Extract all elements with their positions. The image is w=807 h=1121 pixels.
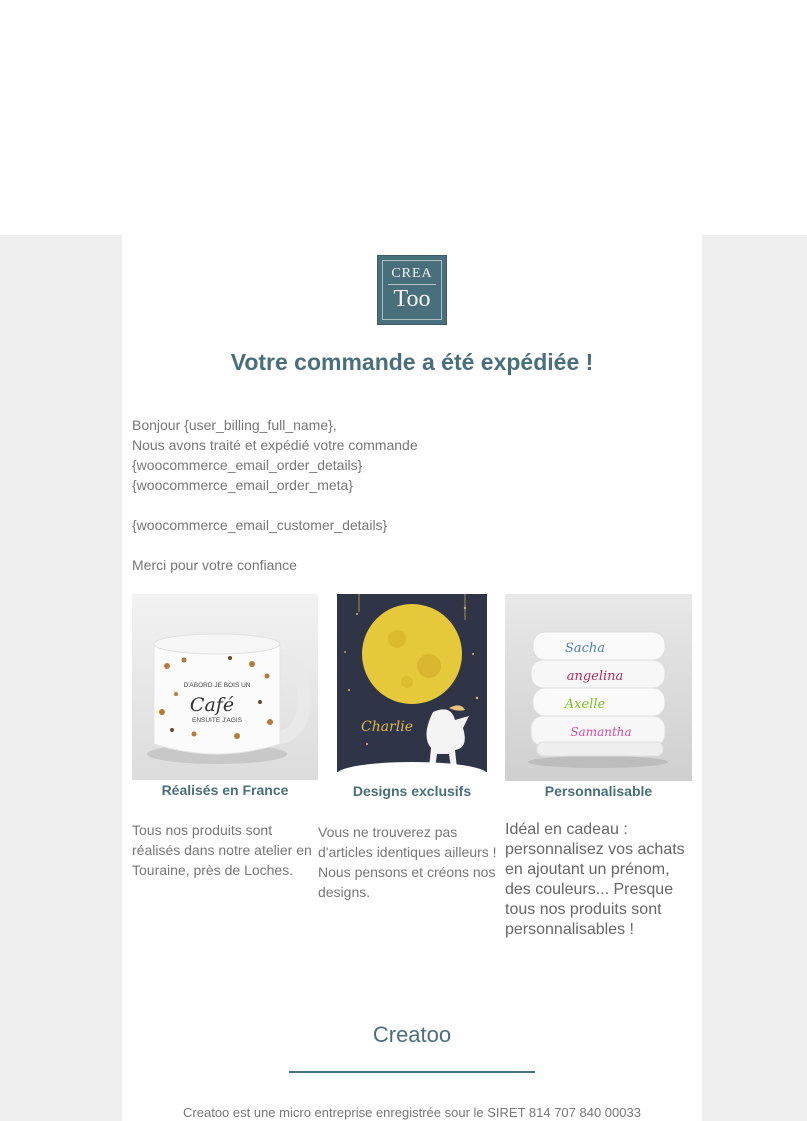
towel-name-4: Samantha	[570, 725, 632, 739]
feature-title-personnalisable: Personnalisable	[544, 783, 653, 799]
moon-poster-image	[337, 594, 487, 780]
mug-image	[132, 594, 318, 780]
body-line: Nous avons traité et expédié votre commande	[132, 437, 418, 453]
top-spacer	[0, 0, 807, 235]
footer-divider	[289, 1071, 535, 1073]
body-line: {woocommerce_email_customer_details}	[132, 517, 388, 533]
feature-title-france: Réalisés en France	[161, 782, 289, 798]
creatoo-logo	[377, 255, 447, 325]
mug-text-cafe: Café	[189, 694, 235, 716]
towels-image	[505, 594, 692, 781]
body-line	[132, 495, 632, 515]
body-line: Merci pour votre confiance	[132, 557, 297, 573]
email-title: Votre commande a été expédiée !	[230, 349, 594, 375]
body-line: {woocommerce_email_order_meta}	[132, 477, 353, 493]
mug-text-line3: ENSUITE J'AGIS	[191, 717, 243, 724]
body-line: {woocommerce_email_order_details}	[132, 457, 363, 473]
logo-text-bottom: Too	[393, 286, 431, 312]
towel-name-3: Axelle	[564, 697, 606, 712]
feature-title-designs: Designs exclusifs	[352, 783, 472, 799]
poster-name-text: Charlie	[360, 719, 414, 735]
towel-name-1: Sacha	[564, 641, 606, 656]
email-body	[132, 415, 632, 575]
email-card	[122, 235, 702, 1121]
body-line: Bonjour {user_billing_full_name},	[132, 417, 337, 433]
footer-brand-name: Creatoo	[372, 1022, 452, 1047]
towel-name-2: angelina	[566, 669, 624, 684]
mug-text-line1: D'ABORD JE BOIS UN	[183, 682, 251, 689]
footer-legal-text: Creatoo est une micro entreprise enregistrée sour le SIRET 814 707 840 00033	[183, 1105, 641, 1120]
feature-desc-personnalisable: Idéal en cadeau : personnalisez vos achats en ajoutant un prénom, des couleurs... Presque tous nos produits sont personnalisables !	[505, 821, 685, 938]
feature-desc-france: Tous nos produits sont réalisés dans notre atelier en Touraine, près de Loches.	[132, 822, 312, 878]
body-line	[132, 535, 632, 555]
feature-desc-designs: Vous ne trouverez pas d'articles identiques ailleurs ! Nous pensons et créons nos designs.	[318, 824, 497, 900]
logo-text-top: CREA	[391, 266, 433, 281]
logo-divider	[388, 284, 436, 285]
